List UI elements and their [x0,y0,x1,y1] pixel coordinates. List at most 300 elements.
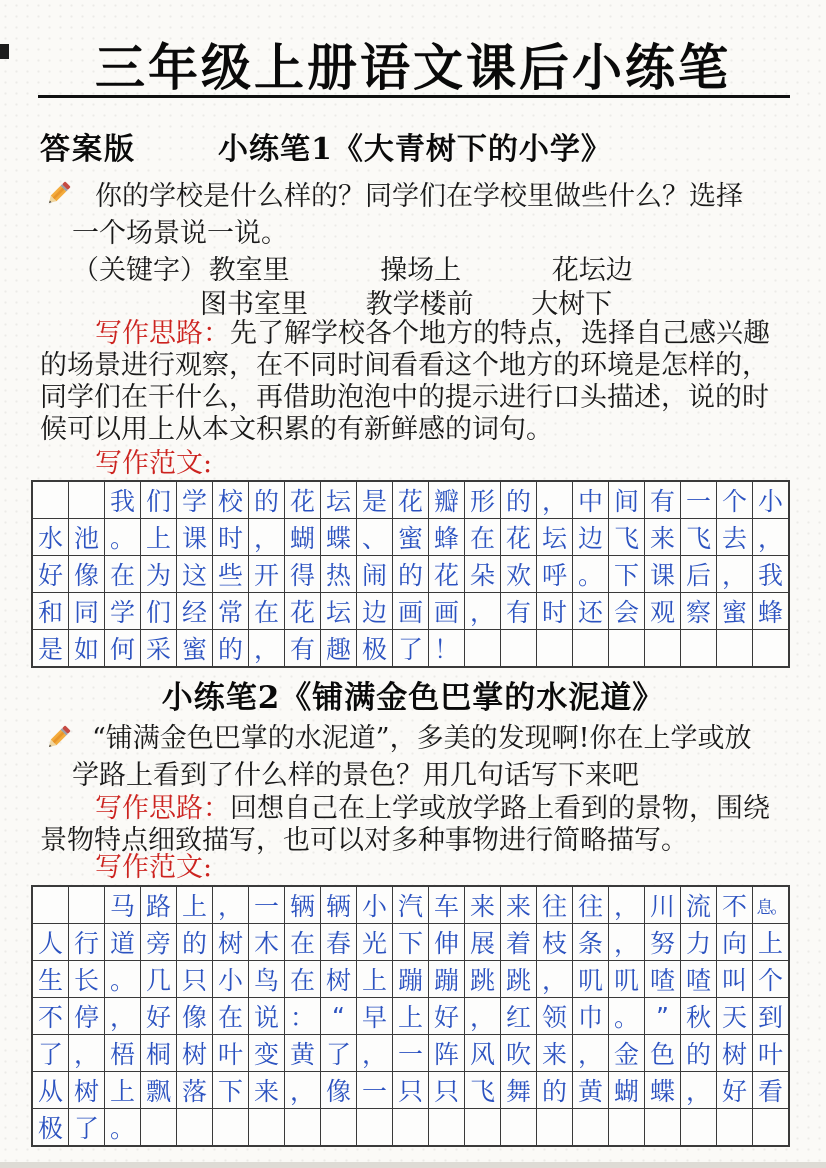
grid-cell: 一 [681,482,717,519]
writing-idea-line: 景物特点细致描写，也可以对多种事物进行简略描写。 [40,825,688,856]
grid-cell: 同 [69,593,105,630]
grid-cell: 些 [213,556,249,593]
grid-cell: 天 [717,998,753,1035]
grid-cell: 不 [717,887,753,924]
grid-row [33,556,788,593]
grid-row [33,998,788,1035]
grid-cell: 们 [141,482,177,519]
grid-cell: 看 [753,1072,788,1109]
grid-cell: 树 [321,961,357,998]
grid-cell: 极 [357,630,393,666]
grid-cell: ， [537,961,573,998]
grid-cell: 蝶 [645,1072,681,1109]
grid-cell: 蹦 [429,961,465,998]
keyword-item: 图书室里 [200,289,308,320]
grid-cell: ， [285,1072,321,1109]
grid-cell: 画 [429,593,465,630]
grid-cell [681,1109,717,1145]
grid-cell: 蝴 [285,519,321,556]
grid-cell: 我 [753,556,788,593]
section2-heading: 小练笔2《铺满金色巴掌的水泥道》 [161,680,665,716]
grid-cell [501,1109,537,1145]
grid-cell: 伸 [429,924,465,961]
grid-cell: 坛 [537,519,573,556]
grid-cell: 树 [717,1035,753,1072]
grid-cell: 会 [609,593,645,630]
grid-cell: 。 [105,961,141,998]
grid-cell [465,630,501,666]
grid-cell: 小 [213,961,249,998]
grid-cell: 和 [33,593,69,630]
grid-cell: 来 [537,1035,573,1072]
grid-cell: 只 [177,961,213,998]
grid-cell [357,1109,393,1145]
grid-row [33,482,788,519]
grid-cell: 时 [213,519,249,556]
grid-cell: 叽 [609,961,645,998]
grid-cell: 上 [753,924,788,961]
grid-cell: 下 [213,1072,249,1109]
grid-cell: 是 [33,630,69,666]
grid-cell: 鸟 [249,961,285,998]
grid-cell: 辆 [285,887,321,924]
grid-cell: 风 [465,1035,501,1072]
grid-cell: 观 [645,593,681,630]
grid-cell: 木 [249,924,285,961]
keyword-item: 花坛边 [551,255,633,286]
grid-cell: 何 [105,630,141,666]
grid-cell: 生 [33,961,69,998]
grid-cell: 是 [357,482,393,519]
grid-cell: 形 [465,482,501,519]
grid-cell: 飞 [465,1072,501,1109]
grid-cell: 采 [141,630,177,666]
grid-cell [573,630,609,666]
grid-cell: 在 [465,519,501,556]
grid-cell: 水 [33,519,69,556]
grid-cell: ， [609,887,645,924]
grid-cell: 树 [69,1072,105,1109]
grid-cell: 趣 [321,630,357,666]
writing-idea-line: 同学们在干什么，再借助泡泡中的提示进行口头描述，说的时 [40,382,769,413]
grid-cell: 说 [249,998,285,1035]
grid-cell: 马 [105,887,141,924]
grid-cell: 坛 [321,593,357,630]
grid-cell: 。 [609,998,645,1035]
grid-cell: 叽 [573,961,609,998]
grid-cell [717,1109,753,1145]
grid-cell: 上 [357,961,393,998]
writing-grid-2 [31,885,790,1147]
grid-cell: 花 [429,556,465,593]
grid-cell: 蝴 [609,1072,645,1109]
grid-cell: 金 [609,1035,645,1072]
sample-essay-label: 写作范文: [95,448,213,479]
grid-cell: 喳 [645,961,681,998]
grid-cell: 好 [717,1072,753,1109]
title-divider [38,95,790,98]
grid-cell [393,1109,429,1145]
grid-cell: 去 [717,519,753,556]
grid-cell [69,887,105,924]
grid-cell: 秋 [681,998,717,1035]
writing-idea-label: 写作思路： [95,318,230,349]
grid-cell: 停 [69,998,105,1035]
grid-cell: ， [105,998,141,1035]
grid-cell: 阵 [429,1035,465,1072]
prompt-line: “铺满金色巴掌的水泥道”，多美的发现啊!你在上学或放 [92,723,752,754]
grid-cell: 常 [213,593,249,630]
grid-cell: 个 [717,482,753,519]
grid-cell: 蝶 [321,519,357,556]
grid-cell [753,630,788,666]
grid-cell: 黄 [573,1072,609,1109]
keyword-item: 教室里 [208,255,290,286]
grid-cell: 得 [285,556,321,593]
grid-cell: 中 [573,482,609,519]
grid-row [33,593,788,630]
grid-cell: 川 [645,887,681,924]
grid-cell: 旁 [141,924,177,961]
keyword-item: 大树下 [531,289,613,320]
grid-cell: 来 [249,1072,285,1109]
grid-cell: 上 [105,1072,141,1109]
grid-cell: 领 [537,998,573,1035]
grid-cell: 道 [105,924,141,961]
grid-cell: 努 [645,924,681,961]
grid-cell: “ [321,998,357,1035]
grid-cell: 们 [141,593,177,630]
grid-cell: 上 [393,998,429,1035]
pencil-icon [42,178,74,210]
grid-cell: 梧 [105,1035,141,1072]
grid-cell: ， [357,1035,393,1072]
grid-cell: 热 [321,556,357,593]
grid-cell [33,482,69,519]
grid-cell: 桐 [141,1035,177,1072]
grid-cell [213,1109,249,1145]
grid-cell: 蜂 [753,593,788,630]
grid-cell: 到 [753,998,788,1035]
grid-cell: 早 [357,998,393,1035]
grid-cell: 变 [249,1035,285,1072]
grid-cell: 人 [33,924,69,961]
grid-cell: 好 [429,998,465,1035]
grid-cell: 有 [501,593,537,630]
grid-cell: 息。 [753,887,788,924]
grid-cell: 巾 [573,998,609,1035]
page-title: 三年级上册语文课后小练笔 [95,39,731,97]
grid-cell: 只 [429,1072,465,1109]
grid-cell: 后 [681,556,717,593]
grid-cell: 的 [213,630,249,666]
grid-cell: 课 [645,556,681,593]
grid-cell: 像 [69,556,105,593]
grid-cell: ， [249,519,285,556]
grid-cell: 汽 [393,887,429,924]
scan-edge [0,1162,826,1168]
grid-cell: 花 [393,482,429,519]
grid-cell: 好 [141,998,177,1035]
grid-cell: 喳 [681,961,717,998]
grid-cell [609,630,645,666]
prompt-line: 一个场景说一说。 [72,218,288,249]
grid-cell: 吹 [501,1035,537,1072]
grid-cell: 了 [69,1109,105,1145]
grid-cell: 长 [69,961,105,998]
grid-cell [609,1109,645,1145]
grid-cell: 树 [213,924,249,961]
grid-cell: 树 [177,1035,213,1072]
keywords-label: （关键字） [72,255,207,286]
grid-cell: ， [573,1035,609,1072]
grid-cell: 飞 [681,519,717,556]
grid-cell: 如 [69,630,105,666]
grid-row [33,961,788,998]
grid-cell: 着 [501,924,537,961]
grid-cell: 还 [573,593,609,630]
grid-cell: 这 [177,556,213,593]
grid-cell [285,1109,321,1145]
grid-cell: 了 [33,1035,69,1072]
grid-row [33,887,788,924]
grid-row [33,1109,788,1145]
prompt-line: 你的学校是什么样的？同学们在学校里做些什么？选择 [95,181,743,212]
grid-cell: 朵 [465,556,501,593]
grid-cell: 边 [573,519,609,556]
grid-cell: 叶 [213,1035,249,1072]
grid-cell [249,1109,285,1145]
grid-cell: ， [609,924,645,961]
writing-idea-1 [40,318,796,446]
grid-cell: 在 [105,556,141,593]
grid-cell: 校 [213,482,249,519]
grid-cell: 力 [681,924,717,961]
grid-cell: 闹 [357,556,393,593]
grid-cell: 春 [321,924,357,961]
grid-cell: 蜜 [393,519,429,556]
grid-cell: 叶 [753,1035,788,1072]
grid-cell: 欢 [501,556,537,593]
keywords-row-1 [72,254,715,287]
writing-idea-label: 写作思路： [95,793,230,824]
grid-cell: 流 [681,887,717,924]
grid-cell [537,630,573,666]
grid-cell: 极 [33,1109,69,1145]
grid-cell: 往 [573,887,609,924]
grid-cell: ， [465,998,501,1035]
writing-idea-text: 先了解学校各个地方的特点，选择自己感兴趣 [230,318,770,349]
grid-cell [177,1109,213,1145]
grid-cell: 来 [645,519,681,556]
grid-cell: 的 [177,924,213,961]
grid-cell: 间 [609,482,645,519]
grid-cell [573,1109,609,1145]
grid-cell: 为 [141,556,177,593]
writing-idea-line [40,793,796,825]
grid-cell: 在 [285,924,321,961]
grid-cell: 经 [177,593,213,630]
grid-cell: 一 [393,1035,429,1072]
grid-cell: 飘 [141,1072,177,1109]
grid-cell: 飞 [609,519,645,556]
grid-cell: ， [537,482,573,519]
grid-cell: 有 [645,482,681,519]
grid-cell: ， [213,887,249,924]
grid-cell: 坛 [321,482,357,519]
grid-cell: 行 [69,924,105,961]
grid-cell [321,1109,357,1145]
grid-cell: 色 [645,1035,681,1072]
grid-cell: 上 [177,887,213,924]
grid-cell: 一 [249,887,285,924]
grid-cell: 叫 [717,961,753,998]
grid-cell: 的 [393,556,429,593]
grid-cell: 的 [537,1072,573,1109]
grid-cell: 往 [537,887,573,924]
grid-cell: 不 [33,998,69,1035]
grid-cell [69,482,105,519]
grid-cell: ” [645,998,681,1035]
grid-cell [33,887,69,924]
grid-cell: 几 [141,961,177,998]
grid-cell: 展 [465,924,501,961]
writing-idea-2 [40,793,796,857]
grid-cell: ， [681,1072,717,1109]
grid-cell: 我 [105,482,141,519]
grid-cell: 在 [213,998,249,1035]
grid-cell: 跳 [501,961,537,998]
grid-cell: 路 [141,887,177,924]
grid-cell: 黄 [285,1035,321,1072]
grid-cell: 有 [285,630,321,666]
grid-cell: 了 [321,1035,357,1072]
grid-row [33,924,788,961]
grid-cell: 上 [141,519,177,556]
grid-cell: ！ [429,630,465,666]
grid-cell: 学 [105,593,141,630]
grid-cell: 小 [753,482,788,519]
grid-cell: 在 [285,961,321,998]
grid-cell: 来 [465,887,501,924]
writing-idea-line: 候可以用上从本文积累的有新鲜感的词句。 [40,414,553,445]
grid-cell: 。 [573,556,609,593]
grid-cell [645,630,681,666]
grid-cell [753,1109,788,1145]
grid-cell: 条 [573,924,609,961]
grid-cell: 好 [33,556,69,593]
grid-cell [681,630,717,666]
writing-idea-text: 回想自己在上学或放学路上看到的景物，围绕 [230,793,770,824]
grid-cell: 只 [393,1072,429,1109]
grid-cell: 瓣 [429,482,465,519]
grid-cell: 花 [285,482,321,519]
grid-cell: 落 [177,1072,213,1109]
grid-cell: 辆 [321,887,357,924]
grid-cell: 了 [393,630,429,666]
grid-cell: 蜜 [717,593,753,630]
grid-cell: 时 [537,593,573,630]
grid-cell: 花 [285,593,321,630]
grid-cell: 课 [177,519,213,556]
grid-cell: 向 [717,924,753,961]
grid-cell: ， [717,556,753,593]
grid-cell: 像 [177,998,213,1035]
grid-cell: 枝 [537,924,573,961]
writing-idea-line: 的场景进行观察，在不同时间看看这个地方的环境是怎样的， [40,350,769,381]
grid-cell [717,630,753,666]
grid-cell [645,1109,681,1145]
grid-cell: 小 [357,887,393,924]
grid-cell: 红 [501,998,537,1035]
prompt-line: 学路上看到了什么样的景色？用几句话写下来吧 [72,760,639,791]
grid-cell: 蜜 [177,630,213,666]
writing-grid-1 [31,480,790,668]
grid-row [33,1072,788,1109]
grid-cell: ， [69,1035,105,1072]
grid-cell: 、 [357,519,393,556]
grid-cell: ， [465,593,501,630]
grid-cell [141,1109,177,1145]
grid-cell: 从 [33,1072,69,1109]
grid-cell [465,1109,501,1145]
grid-cell: 舞 [501,1072,537,1109]
keyword-item: 教学楼前 [365,289,474,320]
section1-heading: 小练笔1《大青树下的小学》 [218,132,612,167]
grid-cell: 在 [249,593,285,630]
grid-cell: ， [753,519,788,556]
grid-cell: 画 [393,593,429,630]
grid-cell: 察 [681,593,717,630]
grid-cell: 的 [501,482,537,519]
grid-cell: 来 [501,887,537,924]
grid-cell: 蹦 [393,961,429,998]
section1-header-row [40,124,612,168]
grid-cell: 个 [753,961,788,998]
keywords-row-2 [200,288,688,321]
grid-row [33,630,788,666]
grid-cell: 跳 [465,961,501,998]
sample-essay-label: 写作范文: [95,852,213,883]
grid-cell: 的 [681,1035,717,1072]
grid-row [33,1035,788,1072]
grid-cell: 边 [357,593,393,630]
answer-version-label: 答案版 [40,132,136,167]
grid-cell: 花 [501,519,537,556]
grid-cell: 下 [609,556,645,593]
grid-cell [429,1109,465,1145]
grid-cell: ： [285,998,321,1035]
grid-cell: 学 [177,482,213,519]
grid-cell: 一 [357,1072,393,1109]
grid-cell: 呼 [537,556,573,593]
grid-cell: 下 [393,924,429,961]
grid-cell: 光 [357,924,393,961]
pencil-icon [42,722,74,754]
grid-cell: 的 [249,482,285,519]
grid-cell: 像 [321,1072,357,1109]
grid-cell: 。 [105,519,141,556]
grid-cell [501,630,537,666]
grid-cell [537,1109,573,1145]
writing-idea-line [40,318,796,350]
keyword-item: 操场上 [380,255,462,286]
grid-cell: 车 [429,887,465,924]
grid-cell: 开 [249,556,285,593]
grid-cell: 池 [69,519,105,556]
grid-row [33,519,788,556]
grid-cell: 。 [105,1109,141,1145]
